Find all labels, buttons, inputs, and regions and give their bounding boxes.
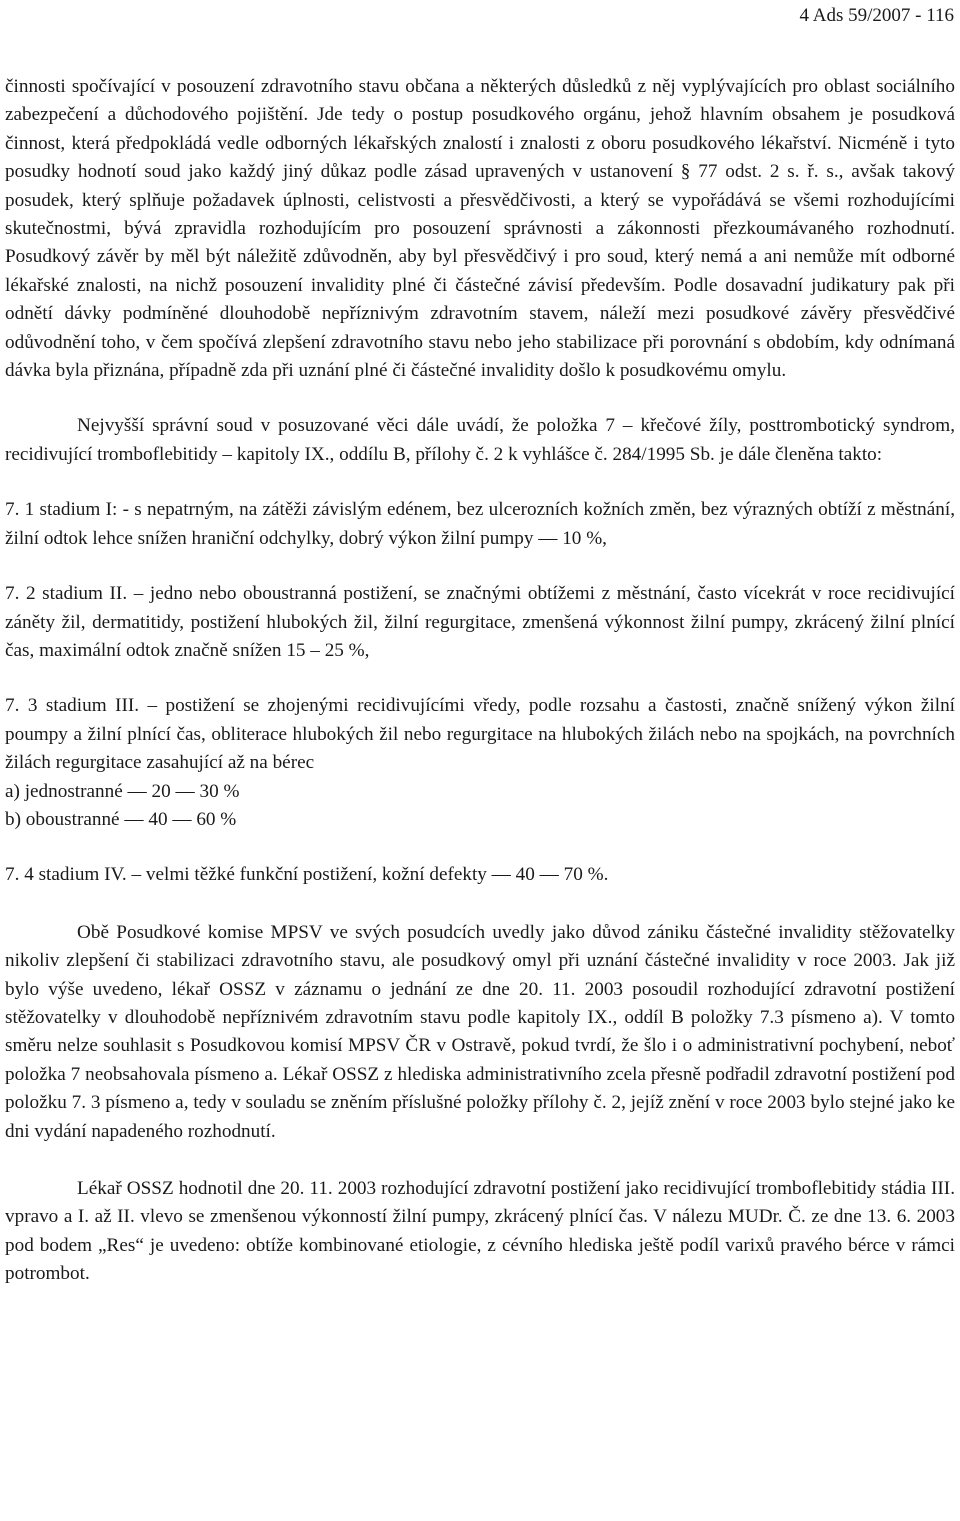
list-item: 7. 4 stadium IV. – velmi těžké funkční postižení, kožní defekty — 40 — 70 %. [5,864,609,886]
paragraph: Lékař OSSZ hodnotil dne 20. 11. 2003 rozhodující zdravotní postižení jako recidivující tromboflebitidy stádia III. vpravo a I. až II. vlevo se zmenšenou výkonností žilní pumpy, zkrácený plnící čas. V nálezu MUDr. Č. ze dne 13. 6. 2003 pod bodem „Res“ je uvedeno: obtíže kombinované etiologie, z cévního hlediska ještě podíl varixů pravého bérce v rámci potrombot. [5,1178,955,1285]
list-item: 7. 1 stadium I: - s nepatrným, na zátěži závislým edénem, bez ulcerozních kožních změn, bez výrazných obtíží z městnání, žilní odtok lehce snížen hraniční odchylky, dobrý výkon žilní pumpy — 10 %, [5,499,955,549]
list-item: a) jednostranné — 20 — 30 % [5,780,240,802]
paragraph: Obě Posudkové komise MPSV ve svých posudcích uvedly jako důvod zániku částečné invalidity stěžovatelky nikoliv zlepšení či stabilizaci zdravotního stavu, ale posudkový omyl při uznání částečné invalidity v roce 2003. Jak již bylo výše uvedeno, lékař OSSZ v záznamu o jednání ze dne 20. 11. 2003 posoudil rozhodující zdravotní postižení stěžovatelky v dlouhodobě nepříznivém zdravotním stavu podle kapitoly IX., oddíl B položky 7.3 písmeno a). V tomto směru nelze souhlasit s Posudkovou komisí MPSV ČR v Ostravě, pokud tvrdí, že šlo i o administrativní pochybení, neboť položka 7 neobsahovala písmeno a. Lékař OSSZ z hlediska administrativního zcela přesně podřadil zdravotní postižení pod položku 7. 3 písmeno a, tedy v souladu se zněním příslušné položky přílohy č. 2, jejíž znění v roce 2003 bylo stejné jako ke dni vydání napadeného rozhodnutí. [5,921,955,1142]
document-body [5,73,955,1289]
paragraph: činnosti spočívající v posouzení zdravotního stavu občana a některých důsledků z něj vyplývajících pro oblast sociálního zabezpečení a důchodového pojištění. Jde tedy o postup posudkového orgánu, jehož hlavním obsahem je posudková činnost, která předpokládá vedle odborných lékařských znalostí i znalosti z oboru posudkového lékařství. Nicméně i tyto posudky hodnotí soud jako každý jiný důkaz podle zásad upravených v ustanovení § 77 odst. 2 s. ř. s., avšak takový posudek, který splňuje požadavek úplnosti, celistvosti a přesvědčivosti, a který se vypořádává se všemi rozhodujícími skutečnostmi, bývá zpravidla rozhodujícím pro posouzení správnosti a zákonnosti přezkoumávaného rozhodnutí. Posudkový závěr by měl být náležitě zdůvodněn, aby byl přesvědčivý i pro soud, který nemá a ani nemůže mít odborné lékařské znalosti, na nichž posouzení invalidity plné či částečné závisí především. Podle dosavadní judikatury pak při odnětí dávky podmíněné dlouhodobě nepříznivým zdravotním stavem, náleží mezi posudkové závěry přesvědčivé odůvodnění toho, v čem spočívá zlepšení zdravotního stavu nebo jeho stabilizace při porovnání s obdobím, kdy odnímaná dávka byla přiznána, případně zda při uznání plné či částečné invalidity došlo k posudkovému omylu. [5,76,955,382]
case-number: 4 Ads 59/2007 - 116 [799,5,954,26]
list-item: 7. 2 stadium II. – jedno nebo oboustranná postižení, se značnými obtížemi z městnání, často vícekrát v roce recidivující záněty žil, dermatitidy, postižení hlubokých žil, žilní regurgitace, zmenšená výkonnost žilní pumpy, zkrácený žilní plnící čas, maximální odtok značně snížen 15 – 25 %, [5,583,955,661]
paragraph: Nejvyšší správní soud v posuzované věci dále uvádí, že položka 7 – křečové žíly, posttrombotický syndrom, recidivující tromboflebitidy – kapitoly IX., oddílu B, přílohy č. 2 k vyhlášce č. 284/1995 Sb. je dále členěna takto: [5,415,955,465]
list-item: 7. 3 stadium III. – postižení se zhojenými recidivujícími vředy, podle rozsahu a častosti, značně snížený výkon žilní poumpy a žilní plnící čas, obliterace hlubokých žil nebo regurgitace na hlubokých žilách nebo na spojkách, na povrchních žilách regurgitace zasahující až na bérec [5,695,955,774]
list-item: b) oboustranné — 40 — 60 % [5,808,237,830]
